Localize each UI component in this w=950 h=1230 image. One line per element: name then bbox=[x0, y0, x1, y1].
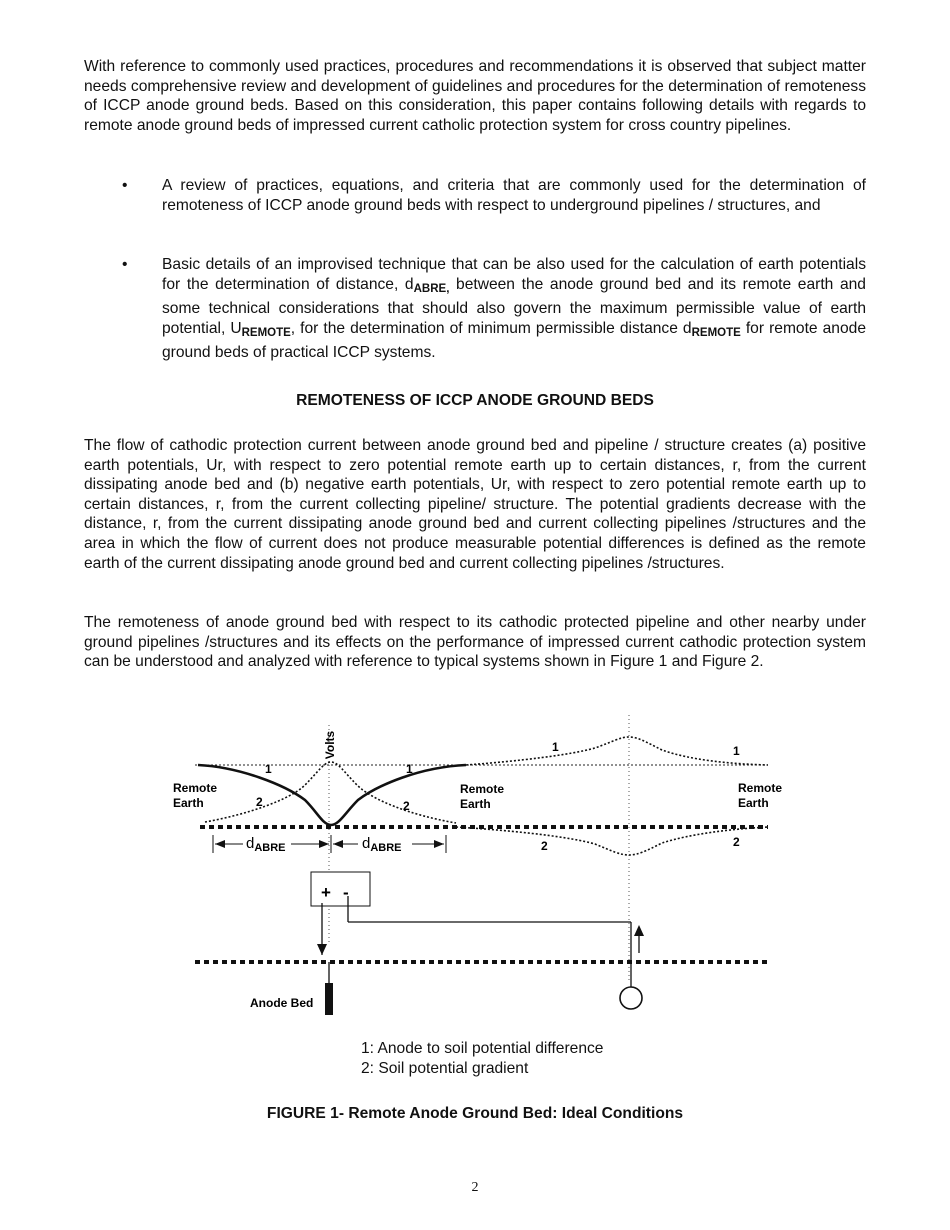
remote-earth-label-middle: Earth bbox=[460, 797, 491, 811]
bullet-text: Basic details of an improvised technique that can be also used for the calculation of earth potentials for the determination of distance, $d_{ABRE,}$ between the anode ground bed and its remote earth and some technical considerations that should also govern the maximum permissible value of earth potential, $U_{REMOTE}$, for the determination of minimum permissible distance $d_{REMOTE}$ for remote anode ground beds of practical ICCP systems. bbox=[162, 256, 867, 362]
curve-gradient-pipeline bbox=[456, 827, 768, 855]
figure-legend-2: 2: Soil potential gradient bbox=[361, 1060, 529, 1077]
d-abre-label: $d_{ABRE}$ bbox=[246, 835, 286, 854]
curve-potential-pipeline bbox=[466, 737, 768, 765]
curve-number-label: 2 bbox=[403, 799, 410, 813]
bullet-icon: • bbox=[122, 177, 128, 194]
curve-number-label: 2 bbox=[541, 839, 548, 853]
anode-bed-label: Anode Bed bbox=[250, 996, 314, 1010]
curve-number-label: 2 bbox=[733, 835, 740, 849]
remote-earth-label-left: Earth bbox=[173, 796, 204, 810]
section-heading: REMOTENESS OF ICCP ANODE GROUND BEDS bbox=[296, 392, 654, 409]
volts-axis-label: Volts bbox=[323, 730, 337, 760]
curve-soil-potential-anode bbox=[198, 765, 466, 825]
section-paragraph-1: The flow of cathodic protection current between anode ground bed and pipeline / structure creates (a) positive earth potentials, Ur, with respect to zero potential remote earth up to certain distances, r, from the current dissipating anode bed and (b) negative earth potentials, Ur, with respect to zero potential remote earth up to certain distances, r, from the current collecting pipeline/ structure. The potential gradients decrease with the distance, r, from the current dissipating anode ground bed and current collecting pipelines /structures and the area in which the flow of current does not produce measurable potential differences is defined as the remote earth of the current dissipating anode ground bed and current collecting pipelines /structures. bbox=[84, 437, 866, 572]
bullet-item-review bbox=[84, 176, 866, 215]
intro-paragraph: With reference to commonly used practices, procedures and recommendations it is observed that subject matter needs comprehensive review and development of guidelines and procedures for the determination of remoteness of ICCP anode ground beds. Based on this consideration, this paper contains following details with regards to remote anode ground beds of impressed current catholic protection system for cross country pipelines. bbox=[84, 58, 866, 134]
negative-terminal-label: - bbox=[343, 883, 349, 902]
curve-number-label: 2 bbox=[256, 795, 263, 809]
curve-number-label: 1 bbox=[733, 744, 740, 758]
figure-legend-1: 1: Anode to soil potential difference bbox=[361, 1040, 604, 1057]
curve-number-label: 1 bbox=[406, 762, 413, 776]
remote-earth-label-right: Earth bbox=[738, 796, 769, 810]
curve-number-label: 1 bbox=[552, 740, 559, 754]
page-number: 2 bbox=[471, 1180, 479, 1195]
bullet-item-technique bbox=[84, 255, 866, 363]
d-abre-label: $d_{ABRE}$ bbox=[362, 835, 402, 854]
anode-bed-symbol bbox=[325, 983, 333, 1015]
curve-number-label: 1 bbox=[265, 762, 272, 776]
figure-caption: FIGURE 1- Remote Anode Ground Bed: Ideal Conditions bbox=[266, 1105, 684, 1122]
pipeline-cross-section bbox=[620, 987, 642, 1009]
rectifier-box bbox=[311, 872, 370, 906]
remote-earth-label-left: Remote bbox=[173, 781, 218, 795]
positive-terminal-label: + bbox=[321, 883, 331, 902]
remote-earth-label-middle: Remote bbox=[460, 782, 505, 796]
figure-1-diagram bbox=[0, 715, 950, 1055]
bullet-text: A review of practices, equations, and criteria that are commonly used for the determination of remoteness of ICCP anode ground beds with respect to underground pipelines / structures, and bbox=[162, 177, 866, 214]
section-paragraph-2: The remoteness of anode ground bed with respect to its cathodic protected pipeline and other nearby under ground pipelines /structures and its effects on the performance of impressed current cathodic protection system can be understood and analyzed with reference to typical systems shown in Figure 1 and Figure 2. bbox=[84, 614, 866, 671]
remote-earth-label-right: Remote bbox=[738, 781, 783, 795]
bullet-icon: • bbox=[122, 256, 128, 273]
current-direction-arrow bbox=[634, 925, 644, 936]
